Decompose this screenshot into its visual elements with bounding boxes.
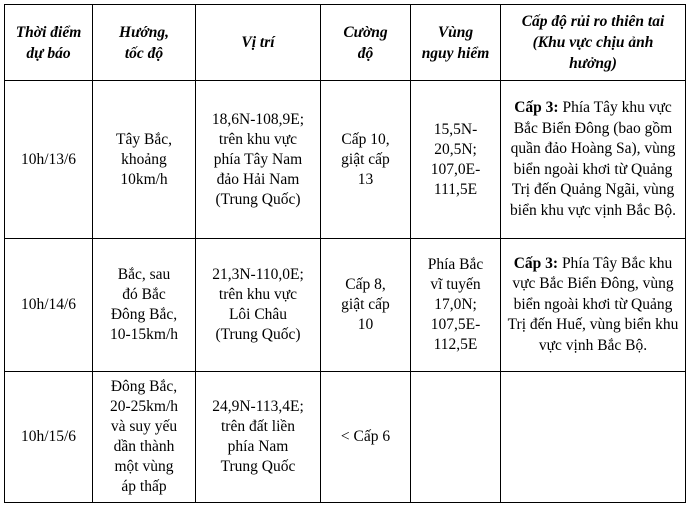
table-row [5,372,686,503]
cell-danger-zone: 15,5N- 20,5N; 107,0E- 111,5E [411,81,501,239]
cell-direction: Bắc, sau đó Bắc Đông Bắc, 10-15km/h [93,239,196,372]
cell-position: 24,9N-113,4E; trên đất liền phía Nam Trung Quốc [196,372,321,503]
cell-risk-level [501,81,686,239]
forecast-table [4,4,686,503]
header-risk-level: Cấp độ rủi ro thiên tai (Khu vực chịu ảnh hưởng) [501,5,686,81]
header-time: Thời điểm dự báo [5,5,93,81]
cell-direction: Đông Bắc, 20-25km/h và suy yếu dần thành một vùng áp thấp [93,372,196,503]
cell-intensity: Cấp 8, giật cấp 10 [321,239,411,372]
table-row [5,239,686,372]
cell-direction: Tây Bắc, khoảng 10km/h [93,81,196,239]
risk-area-text: Phía Tây Bắc khu vực Bắc Biển Đông, vùng biển ngoài khơi từ Quảng Trị đến Huế, vùng biển khu vực vịnh Bắc Bộ. [507,254,679,354]
header-position: Vị trí [196,5,321,81]
risk-level-label: Cấp 3: [514,99,559,116]
cell-time: 10h/13/6 [5,81,93,239]
cell-intensity: < Cấp 6 [321,372,411,503]
cell-position: 21,3N-110,0E; trên khu vực Lôi Châu (Trung Quốc) [196,239,321,372]
cell-position: 18,6N-108,9E; trên khu vực phía Tây Nam đảo Hải Nam (Trung Quốc) [196,81,321,239]
cell-risk-level [501,372,686,503]
table-row [5,81,686,239]
cell-time: 10h/14/6 [5,239,93,372]
header-danger-zone: Vùng nguy hiểm [411,5,501,81]
header-row [5,5,686,81]
cell-danger-zone: Phía Bắc vĩ tuyến 17,0N; 107,5E- 112,5E [411,239,501,372]
risk-area-text: Phía Tây khu vực Bắc Biển Đông (bao gồm quần đảo Hoàng Sa), vùng biển ngoài khơi từ Quảng Trị đến Quảng Ngãi, vùng biển khu vực vịnh Bắc Bộ. [510,99,676,219]
cell-danger-zone [411,372,501,503]
header-intensity: Cường độ [321,5,411,81]
header-direction: Hướng, tốc độ [93,5,196,81]
cell-intensity: Cấp 10, giật cấp 13 [321,81,411,239]
cell-time: 10h/15/6 [5,372,93,503]
risk-level-label: Cấp 3: [513,254,559,272]
cell-risk-level [501,239,686,372]
